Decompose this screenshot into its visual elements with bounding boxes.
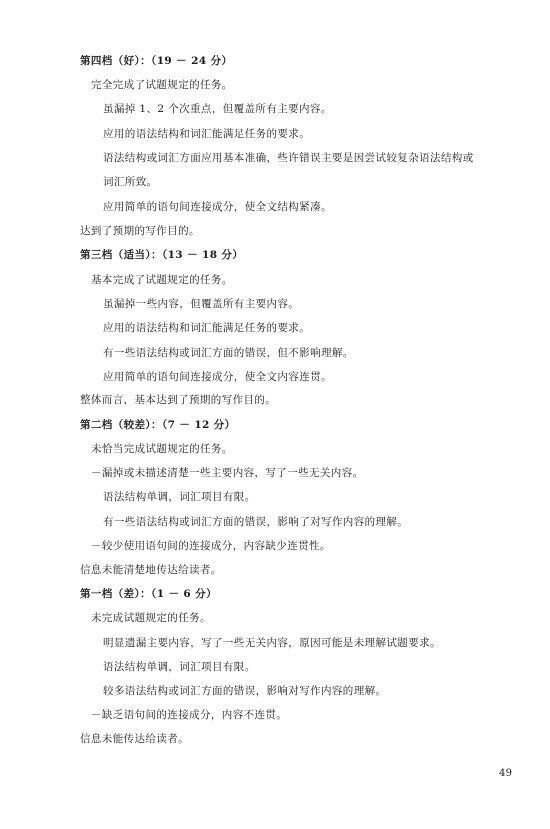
section-heading-grade-2: 第二档（较差）：（7 － 12 分）: [80, 419, 236, 431]
grade-2-criterion: 语法结构单调，词汇项目有限。: [103, 491, 256, 503]
grade-1-summary: 未完成试题规定的任务。: [91, 612, 211, 624]
section-heading-grade-4: 第四档（好）：（19 － 24 分）: [80, 55, 233, 67]
grade-3-criterion: 有一些语法结构或词汇方面的错误，但不影响理解。: [103, 347, 354, 359]
section-heading-grade-3: 第三档（适当）：（13 － 18 分）: [80, 249, 244, 261]
grade-4-criterion: 虽漏掉 1、2 个次重点，但覆盖所有主要内容。: [103, 103, 332, 115]
grade-2-conclusion: 信息未能清楚地传达给读者。: [80, 564, 222, 576]
grade-3-summary: 基本完成了试题规定的任务。: [91, 274, 233, 286]
page-number: 49: [499, 768, 513, 779]
grade-4-criterion: 语法结构或词汇方面应用基本准确，些许错误主要是因尝试较复杂语法结构或: [103, 152, 474, 164]
grade-2-criterion: －漏掉或未描述清楚一些主要内容，写了一些无关内容。: [91, 467, 364, 479]
grade-3-criterion: 应用的语法结构和词汇能满足任务的要求。: [103, 322, 311, 334]
grade-1-criterion: －缺乏语句间的连接成分，内容不连贯。: [91, 709, 288, 721]
grade-4-conclusion: 达到了预期的写作目的。: [80, 225, 200, 237]
grade-1-conclusion: 信息未能传达给读者。: [80, 733, 189, 745]
section-heading-grade-1: 第一档（差）：（1 － 6 分）: [80, 588, 217, 600]
grade-3-criterion: 虽漏掉一些内容，但覆盖所有主要内容。: [103, 298, 300, 310]
grade-3-conclusion: 整体而言，基本达到了预期的写作目的。: [80, 394, 277, 406]
grade-1-criterion: 较多语法结构或词汇方面的错误，影响对写作内容的理解。: [103, 685, 387, 697]
grade-2-summary: 未恰当完成试题规定的任务。: [91, 443, 233, 455]
grade-1-criterion: 明显遗漏主要内容，写了一些无关内容，原因可能是未理解试题要求。: [103, 637, 441, 649]
grade-3-criterion: 应用简单的语句间连接成分，使全文内容连贯。: [103, 371, 332, 383]
grade-4-criterion: 应用的语法结构和词汇能满足任务的要求。: [103, 128, 311, 140]
grade-1-criterion: 语法结构单调，词汇项目有限。: [103, 661, 256, 673]
grade-2-criterion: 有一些语法结构或词汇方面的错误，影响了对写作内容的理解。: [103, 516, 409, 528]
grade-4-criterion: 应用简单的语句间连接成分，使全文结构紧凑。: [103, 201, 332, 213]
grade-2-criterion: －较少使用语句间的连接成分，内容缺少连贯性。: [91, 540, 331, 552]
grade-4-summary: 完全完成了试题规定的任务。: [91, 79, 233, 91]
grade-4-criterion-cont: 词汇所致。: [103, 176, 158, 188]
